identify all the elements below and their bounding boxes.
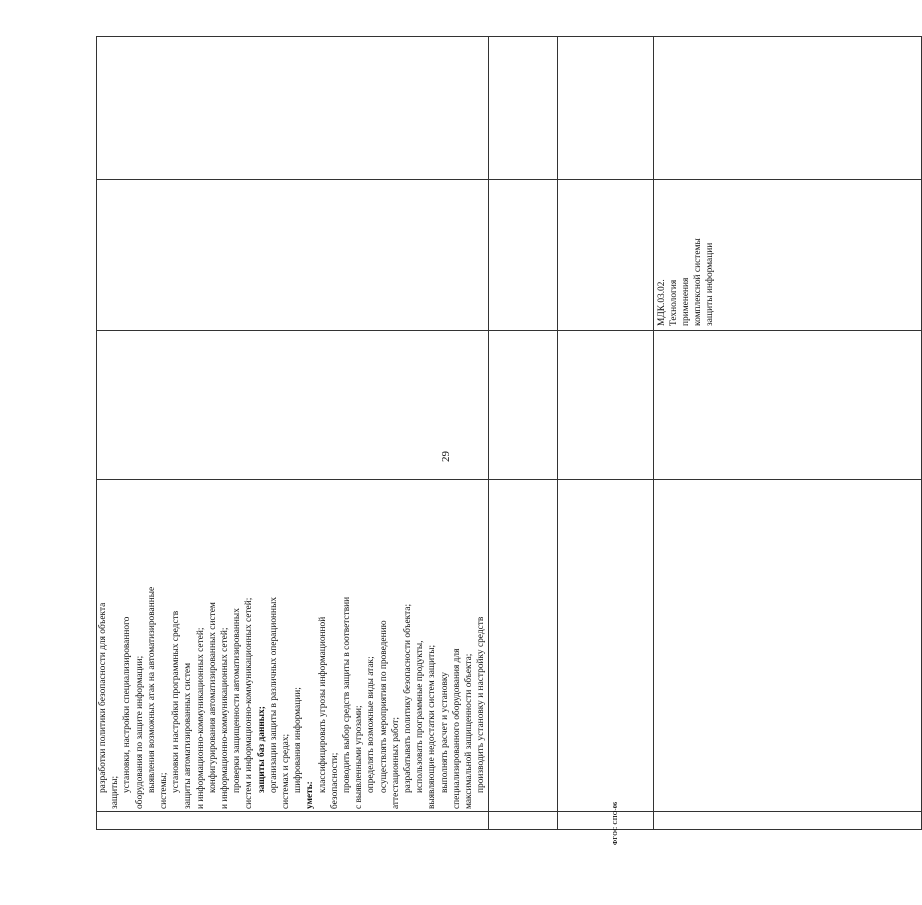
table-cell-empty xyxy=(557,331,653,480)
table-cell-index xyxy=(488,812,557,830)
footer-standard-code: ФГОС СПО-06 xyxy=(613,801,619,845)
skills-line: проводить выбор средств защиты в соответствии xyxy=(342,596,353,793)
table-cell-empty xyxy=(557,37,653,180)
skills-line: защиты; xyxy=(110,775,121,809)
skills-line: системы; xyxy=(159,772,170,809)
mdk-code: МДК.03.02. xyxy=(656,279,667,326)
table-cell-index xyxy=(97,812,489,830)
skills-line: системах и средах; xyxy=(281,733,292,809)
table-cell-empty xyxy=(97,37,489,180)
table-row xyxy=(653,37,921,830)
curriculum-table xyxy=(96,36,922,830)
skills-line: производить установку и настройку средств xyxy=(476,616,487,793)
table-cell-empty xyxy=(488,331,557,480)
skills-line: организации защиты в различных операционных xyxy=(268,596,279,793)
mdk-text xyxy=(654,180,719,330)
skills-line: и информационно-коммуникационных сетей; xyxy=(195,627,206,809)
mdk-title-line: Технология xyxy=(668,279,679,326)
skills-text xyxy=(97,480,488,811)
skills-line: установки и настройки программных средств xyxy=(171,610,182,793)
table-cell-empty xyxy=(488,37,557,180)
skills-line: с выявленными угрозами; xyxy=(354,705,365,809)
skills-line: разработки политики безопасности для объекта xyxy=(98,602,108,793)
mdk-title-line: защиты информации xyxy=(705,242,716,326)
skills-line: безопасности; xyxy=(329,752,340,809)
skills-line: выполнять расчет и установку xyxy=(439,672,450,793)
page-number: 29 xyxy=(440,451,452,462)
table-cell-empty xyxy=(653,480,921,812)
table-cell-competencies xyxy=(97,480,489,812)
table-row xyxy=(97,37,489,830)
skills-heading xyxy=(304,482,316,809)
skills-line: и информационно-коммуникационных сетей; xyxy=(220,627,231,809)
skills-line: использовать программные продукты, xyxy=(415,640,426,793)
table-cell-empty xyxy=(653,331,921,480)
skills-line: максимальной защищенности объекта; xyxy=(464,653,475,809)
table-cell-empty xyxy=(97,331,489,480)
table-cell-empty xyxy=(97,180,489,331)
skills-line: специализированного оборудования для xyxy=(451,648,462,809)
table-cell-index xyxy=(557,812,653,830)
skills-line: оборудования по защите информации; xyxy=(134,655,145,809)
skills-line: классифицировать угрозы информационной xyxy=(317,616,328,793)
table-cell-empty xyxy=(653,37,921,180)
table-cell-empty xyxy=(557,480,653,812)
skills-line: аттестационных работ; xyxy=(390,716,401,809)
skills-line: осуществлять мероприятия по проведению xyxy=(378,620,389,793)
table-cell-index xyxy=(653,812,921,830)
skills-line: выявляющие недостатки систем защиты; xyxy=(427,644,438,809)
table-cell-empty xyxy=(557,180,653,331)
skills-line: шифрования информации; xyxy=(293,687,304,793)
table-cell-empty xyxy=(488,480,557,812)
skills-line: защиты автоматизированных систем xyxy=(183,662,194,809)
mdk-title-line: применения xyxy=(680,277,691,326)
table-cell-empty xyxy=(488,180,557,331)
skills-line: конфигурирования автоматизированных систем xyxy=(207,602,218,793)
skills-line: разрабатывать политику безопасности объекта; xyxy=(403,603,414,793)
table-row xyxy=(557,37,653,830)
skills-line: выявления возможных атак на автоматизированные xyxy=(146,586,157,793)
skills-line xyxy=(256,482,268,809)
mdk-title-line: комплексной системы xyxy=(693,238,704,326)
skills-line: определять возможные виды атак; xyxy=(366,656,377,793)
skills-line: систем и информационно-коммуникационных сетей; xyxy=(244,597,255,809)
table-cell-mdk xyxy=(653,180,921,331)
skills-line: проверки защищенности автоматизированных xyxy=(232,608,243,793)
skills-line-bold: защиты баз данных; xyxy=(256,706,267,793)
skills-line: установки, настройки специализированного xyxy=(122,616,133,793)
skills-heading-bold: уметь: xyxy=(305,781,316,809)
table-row xyxy=(488,37,557,830)
